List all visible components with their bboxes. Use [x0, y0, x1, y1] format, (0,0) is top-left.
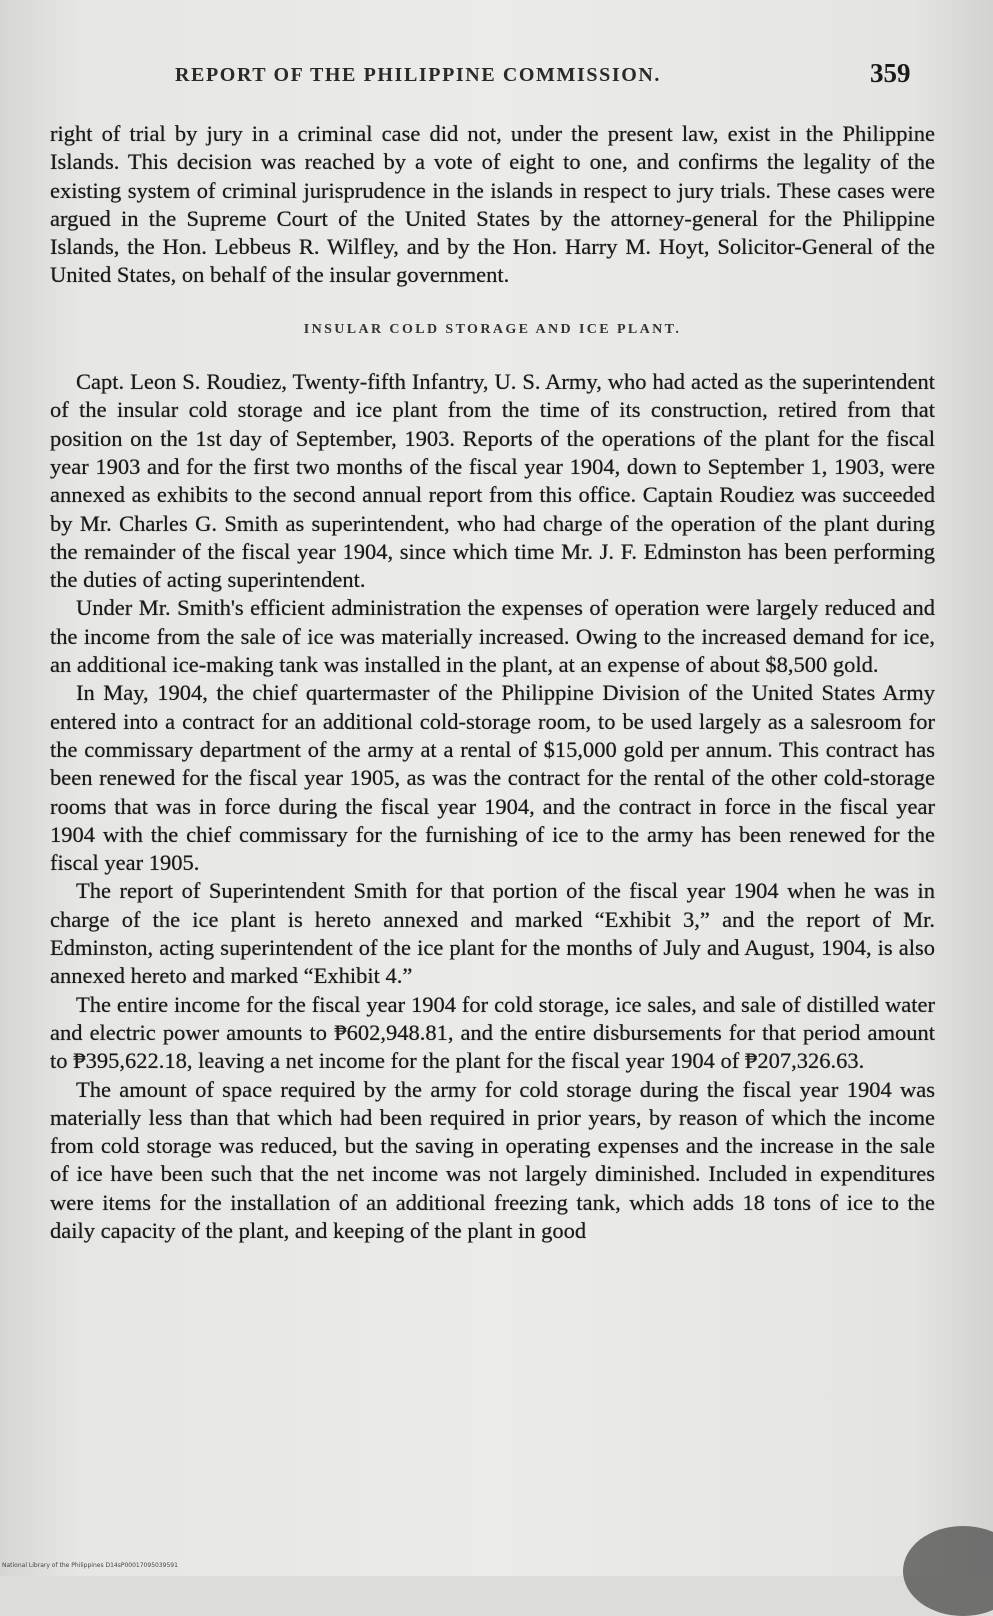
paragraph: In May, 1904, the chief quartermaster of the Philippine Division of the United States Army entered into a contract for an additional cold-storage room, to be used largely as a salesroom for the commissary department of the army at a rental of $15,000 gold per annum. This contract has been renewed for the fiscal year 1905, as was the contract for the rental of the other cold-storage rooms that was in force during the fiscal year 1904, and the contract in force in the fiscal year 1904 with the chief commissary for the furnishing of ice to the army has been renewed for the fiscal year 1905. — [50, 680, 935, 876]
body-text — [50, 120, 935, 1245]
paragraph: Capt. Leon S. Roudiez, Twenty-fifth Infantry, U. S. Army, who had acted as the superintendent of the insular cold storage and ice plant from the time of its construction, retired from that position on the 1st day of September, 1903. Reports of the operations of the plant for the fiscal year 1903 and for the first two months of the fiscal year 1904, down to September 1, 1903, were annexed as exhibits to the second annual report from this office. Captain Roudiez was succeeded by Mr. Charles G. Smith as superintendent, who had charge of the operation of the plant during the remainder of the fiscal year 1904, since which time Mr. J. F. Edminston has been performing the duties of acting superintendent. — [50, 369, 935, 593]
paragraph: The entire income for the fiscal year 1904 for cold storage, ice sales, and sale of distilled water and electric power amounts to ₱602,948.81, and the entire disbursements for that period amount to ₱395,622.18, leaving a net income for the plant for the fiscal year 1904 of ₱207,326.63. — [50, 991, 935, 1074]
paragraph-continued: right of trial by jury in a criminal case did not, under the present law, exist in the Philippine Islands. This decision was reached by a vote of eight to one, and confirms the legality of the existing system of criminal jurisprudence in the islands in respect to jury trials. These cases were argued in the Supreme Court of the United States by the attorney-general for the Philippine Islands, the Hon. Lebbeus R. Wilfley, and by the Hon. Harry M. Hoyt, Solicitor-General of the United States, on behalf of the insular government. — [50, 121, 935, 288]
paragraph: The amount of space required by the army for cold storage during the fiscal year 1904 was materially less than that which had been required in prior years, by reason of which the income from cold storage was reduced, but the saving in operating expenses and the increase in the sale of ice have been such that the net income was not largely diminished. Included in expenditures were items for the installation of an additional freezing tank, which adds 18 tons of ice to the daily capacity of the plant, and keeping of the plant in good — [50, 1076, 935, 1243]
section-heading: INSULAR COLD STORAGE AND ICE PLANT. — [303, 321, 682, 337]
paragraph: The report of Superintendent Smith for that portion of the fiscal year 1904 when he was in charge of the ice plant is hereto annexed and marked “Exhibit 3,” and the report of Mr. Edminston, acting superintendent of the ice plant for the months of July and August, 1904, is also annexed hereto and marked “Exhibit 4.” — [50, 878, 935, 989]
scan-footer: National Library of the Philippines D14sP00017095039591 — [2, 1562, 178, 1569]
page-number: 359 — [870, 58, 911, 88]
paragraph: Under Mr. Smith's efficient administration the expenses of operation were largely reduced and the income from the sale of ice was materially increased. Owing to the increased demand for ice, an additional ice-making tank was installed in the plant, at an expense of about $8,500 gold. — [50, 595, 935, 678]
scan-shadow — [903, 1526, 993, 1616]
running-header: REPORT OF THE PHILIPPINE COMMISSION. — [175, 64, 662, 86]
